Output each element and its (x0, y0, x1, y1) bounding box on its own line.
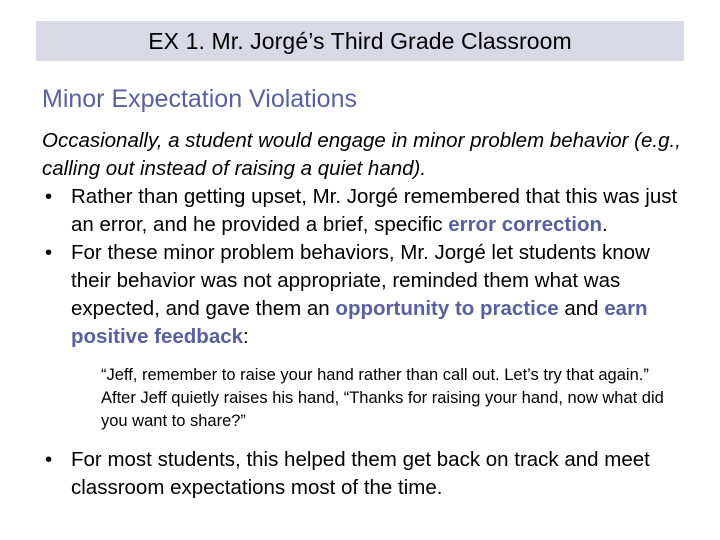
bullet2-mid: and (558, 297, 605, 320)
slide-title: EX 1. Mr. Jorgé’s Third Grade Classroom (148, 27, 572, 54)
title-bar (36, 21, 684, 61)
bullet2-emphasis-feedback: earn positive feedback (71, 297, 648, 348)
slide-body (42, 127, 692, 502)
bullet-dot: • (45, 241, 53, 264)
bullet-dot: • (45, 185, 53, 208)
bullet2-text: For these minor problem behaviors, Mr. Jorgé let students know their behavior was not appropriate, reminded them what was expected, and gave them an (71, 241, 650, 320)
intro-text: Occasionally, a student would engage in minor problem behavior (e.g., calling out instead of raising a quiet hand). (42, 129, 681, 180)
bullet1-emphasis: error correction (448, 213, 603, 236)
bullet2-end: : (243, 325, 249, 348)
bullet1-text: Rather than getting upset, Mr. Jorgé remembered that this was just an error, and he provided a brief, specific (71, 185, 678, 236)
example-quote: “Jeff, remember to raise your hand rather than call out. Let’s try that again.” After Jeff quietly raises his hand, “Thanks for raising your hand, now what did you want to share?” (101, 366, 664, 430)
bullet-outcome (42, 446, 692, 502)
bullet1-end: . (602, 213, 608, 236)
bullet-error-correction (42, 183, 692, 239)
section-heading: Minor Expectation Violations (42, 85, 357, 113)
bullet-dot: • (45, 448, 53, 471)
bullet3-text: For most students, this helped them get back on track and meet classroom expectations most of the time. (71, 448, 650, 499)
bullet-minor-behaviors (42, 239, 692, 351)
bullet2-emphasis-practice: opportunity to practice (335, 297, 559, 320)
